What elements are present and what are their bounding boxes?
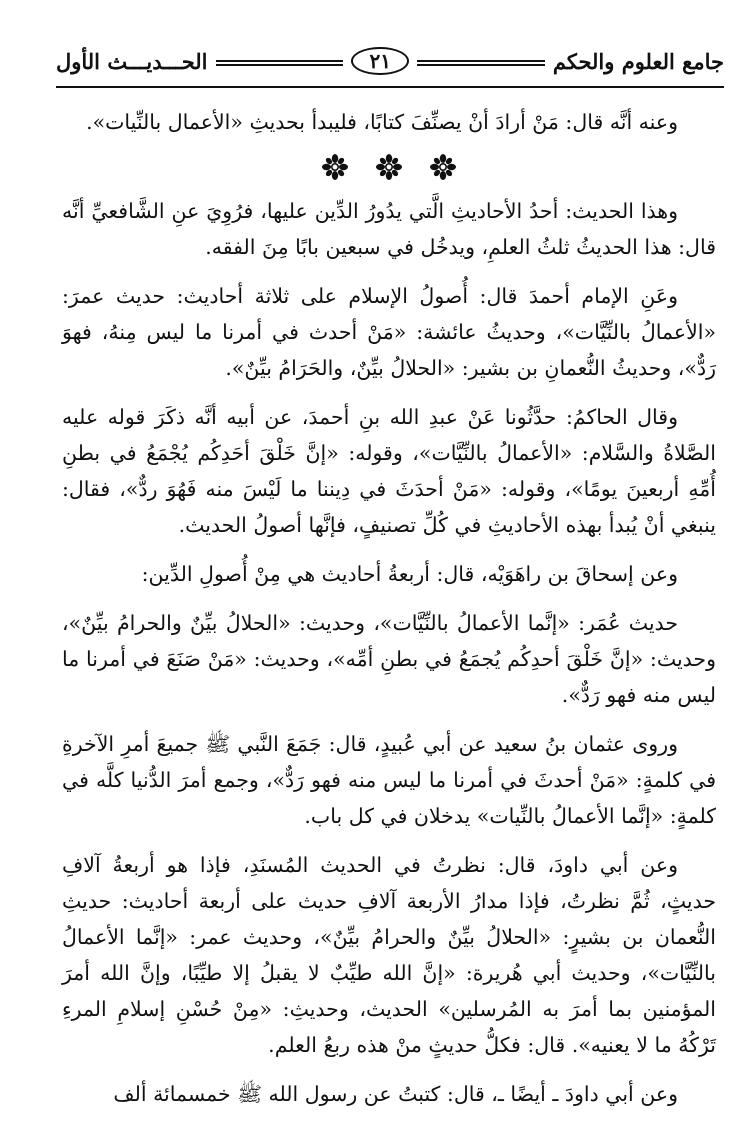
paragraph: وعن أبي داودَ ـ أيضًا ـ، قال: كتبتُ عن رسول الله ﷺ خمسمائة ألف [113,1082,678,1106]
running-header [56,40,724,82]
floral-ornament-icon [429,153,457,183]
page-number: ٢١ [351,47,408,75]
paragraph: وروى عثمان بنُ سعيد عن أبي عُبيدٍ، قال: جَمَعَ النَّبي ﷺ جميعَ أمرِ الآخرةِ في كلمةٍ: «مَنْ أحدثَ في أمرنا ما ليس منه فهو رَدٌّ»، وجمع أمرَ الدُّنيا كلَّه في كلمةٍ: «إنَّما الأعمالُ بالنِّيات» يدخلان في كل باب. [62,732,716,828]
paragraph: وعنه أنَّه قال: مَنْ أرادَ أنْ يصنِّفَ كتابًا، فليبدأ بحديثِ «الأعمال بالنِّيات». [86,110,678,134]
ornament-divider [62,153,716,183]
book-title: جامع العلوم والحكم [552,48,724,74]
header-rule-right [417,60,545,66]
paragraph: وعن أبي داودَ، قال: نظرتُ في الحديث المُسنَدِ، فإذا هو أربعةُ آلافِ حديثٍ، ثُمَّ نظرتُ، فإذا مدارُ الأربعة آلافِ حديث على أربعة أحاديث: حديثِ النُّعمان بن بشيرٍ: «الحلالُ بيِّنٌ والحرامُ بيِّنٌ»، وحديث عمر: «إنَّما الأعمالُ بالنِّيَّات»، وحديث أبي هُريرة: «إنَّ الله طيِّبٌ لا يقبلُ إلا طيِّبًا، وإنَّ الله أمرَ المؤمنين بما أمرَ به المُرسلين» الحديث، وحديثِ: «مِنْ حُسْنِ إسلامِ المرءِ تَرْكُهُ ما لا يعنيه». قال: فكلُّ حديثٍ منْ هذه ربعُ العلم. [62,853,716,1057]
page-body [62,104,716,1125]
floral-ornament-icon [375,153,403,183]
header-divider [56,86,724,88]
paragraph: وعن إسحاقَ بن راهَوَيْه، قال: أربعةُ أحاديث هي مِنْ أُصولِ الدِّين: [141,562,678,586]
paragraph: وقال الحاكمُ: حدَّثُونا عَنْ عبدِ الله بنِ أحمدَ، عن أبيه أنَّه ذكَرَ قوله عليه الصَّلاةُ والسَّلام: «الأعمالُ بالنِّيَّات»، وقوله: «إنَّ خَلْقَ أحَدِكُم يُجْمَعُ في بطنِ أُمِّهِ أربعينَ يومًا»، وقوله: «مَنْ أحدَثَ في دِيننا ما لَيْسَ منه فَهُوَ ردٌّ»، فقال: ينبغي أنْ يُبدأ بهذه الأحاديثِ في كُلِّ تصنيفٍ، فإنَّها أصولُ الحديث. [62,405,716,537]
header-rule-left [216,60,344,66]
section-title: الحـــديـــث الأول [55,48,208,74]
paragraph: وهذا الحديث: أحدُ الأحاديثِ الَّتي يدُورُ الدِّين عليها، فرُوِيَ عنِ الشَّافعيِّ أنَّه قال: هذا الحديثُ ثلثُ العلمِ، ويدخُل في سبعين بابًا مِنَ الفقه. [62,199,716,259]
paragraph: وعَنِ الإمام أحمدَ قال: أُصولُ الإسلام على ثلاثة أحاديث: حديث عمرَ: «الأعمالُ بالنِّيَّات»، وحديثُ عائشة: «مَنْ أحدث في أمرنا ما ليس مِنهُ، فهوَ رَدٌّ»، وحديثُ النُّعمانِ بن بشير: «الحلالُ بيِّنٌ، والحَرَامُ بيِّنٌ». [62,284,716,380]
paragraph: حديث عُمَر: «إنَّما الأعمالُ بالنِّيَّات»، وحديث: «الحلالُ بيِّنٌ والحرامُ بيِّنٌ»، وحديث: «إنَّ خَلْقَ أحدِكُم يُجمَعُ في بطنِ أمِّه»، وحديث: «مَنْ صَنَعَ في أمرنا ما ليس منه فهو رَدٌّ». [62,611,716,707]
floral-ornament-icon [321,153,349,183]
